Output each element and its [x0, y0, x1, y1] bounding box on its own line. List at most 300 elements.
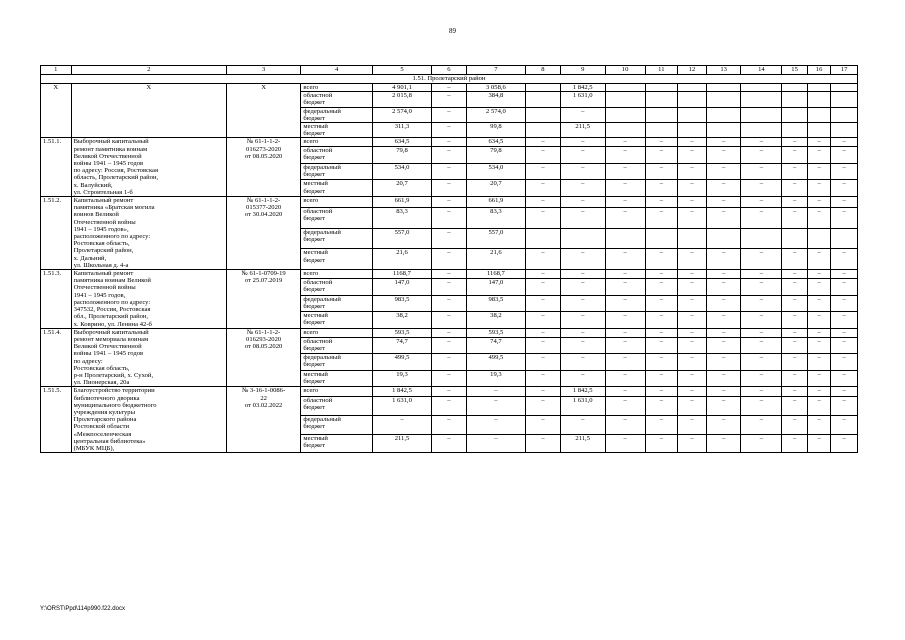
table-cell: № 61-1-1-2- 016293-2020 от 08.05.2020 — [226, 328, 301, 387]
table-cell: – — [526, 249, 561, 270]
table-cell: 83,3 — [466, 208, 525, 229]
table-cell: – — [645, 249, 678, 270]
table-cell: – — [706, 328, 741, 337]
table-cell — [741, 123, 782, 138]
table-cell: – — [605, 180, 645, 197]
table-cell: 661,9 — [372, 197, 431, 208]
table-cell: 983,5 — [466, 295, 525, 312]
table-cell: – — [782, 270, 808, 279]
table-cell: – — [432, 107, 467, 122]
table-cell: – — [605, 147, 645, 164]
table-cell: – — [706, 197, 741, 208]
table-cell: – — [831, 249, 858, 270]
table-cell: – — [678, 354, 707, 371]
table-cell — [678, 84, 707, 92]
table-cell: – — [706, 434, 741, 453]
table-cell: – — [741, 337, 782, 354]
table-cell: – — [432, 197, 467, 208]
table-cell: – — [678, 249, 707, 270]
table-cell: № 61-1-1-2- 015377-2020 от 30.04.2020 — [226, 197, 301, 270]
table-cell: – — [831, 387, 858, 397]
table-cell: – — [678, 387, 707, 397]
table-cell: – — [466, 415, 525, 434]
table-cell: – — [831, 397, 858, 416]
table-cell: – — [432, 397, 467, 416]
table-cell: – — [831, 337, 858, 354]
table-cell — [678, 228, 707, 249]
table-cell: – — [807, 163, 830, 180]
table-cell: – — [706, 415, 741, 434]
table-cell: – — [432, 138, 467, 147]
table-cell: – — [645, 295, 678, 312]
table-cell: 6 — [432, 66, 467, 75]
table-cell: 19,3 — [466, 370, 525, 387]
table-cell: – — [807, 337, 830, 354]
table-cell: – — [526, 415, 561, 434]
table-cell: 593,5 — [466, 328, 525, 337]
table-cell: всего — [301, 387, 372, 397]
table-cell: – — [706, 180, 741, 197]
table-cell: – — [831, 354, 858, 371]
table-cell: – — [372, 415, 431, 434]
table-cell: – — [645, 278, 678, 295]
table-cell: – — [432, 415, 467, 434]
table-cell: – — [807, 208, 830, 229]
table-cell: – — [706, 249, 741, 270]
table-cell: – — [432, 208, 467, 229]
table-cell: – — [645, 354, 678, 371]
table-cell: – — [645, 312, 678, 329]
table-cell: – — [678, 312, 707, 329]
table-cell: – — [605, 387, 645, 397]
table-cell — [605, 84, 645, 92]
table-cell — [706, 84, 741, 92]
table-cell: – — [831, 295, 858, 312]
table-cell: – — [605, 354, 645, 371]
table-cell: – — [645, 138, 678, 147]
table-cell: – — [560, 328, 605, 337]
table-cell — [706, 123, 741, 138]
table-cell: – — [526, 147, 561, 164]
table-cell: Х — [71, 84, 226, 138]
table-cell: 499,5 — [466, 354, 525, 371]
table-cell: – — [432, 147, 467, 164]
table-cell: – — [678, 434, 707, 453]
table-cell: – — [741, 370, 782, 387]
table-cell: – — [432, 370, 467, 387]
table-cell: – — [831, 208, 858, 229]
table-cell: – — [560, 138, 605, 147]
table-cell: 13 — [706, 66, 741, 75]
table-cell: 557,0 — [466, 228, 525, 249]
table-cell — [807, 228, 830, 249]
table-cell: – — [526, 354, 561, 371]
table-cell: – — [645, 434, 678, 453]
table-cell: 983,5 — [372, 295, 431, 312]
table-cell: № 61-1-0709-19 от 25.07.2019 — [226, 270, 301, 329]
table-cell — [782, 123, 808, 138]
table-cell: – — [807, 147, 830, 164]
table-cell: 1.51.2. — [41, 197, 72, 270]
table-row — [41, 270, 858, 279]
table-cell: – — [432, 163, 467, 180]
table-cell — [741, 92, 782, 107]
table-cell: – — [526, 370, 561, 387]
table-cell: – — [560, 270, 605, 279]
table-cell — [678, 107, 707, 122]
table-cell: – — [706, 208, 741, 229]
table-cell — [741, 84, 782, 92]
table-cell: 17 — [831, 66, 858, 75]
table-cell: – — [560, 415, 605, 434]
table-cell: 79,8 — [372, 147, 431, 164]
page-number: 89 — [449, 27, 456, 35]
table-cell: всего — [301, 138, 372, 147]
table-cell: – — [560, 295, 605, 312]
table-cell: – — [605, 328, 645, 337]
table-cell: федеральный бюджет — [301, 163, 372, 180]
table-cell: областной бюджет — [301, 92, 372, 107]
table-cell: 20,7 — [372, 180, 431, 197]
table-cell: 1 631,0 — [560, 397, 605, 416]
table-cell — [645, 123, 678, 138]
table-cell: – — [605, 163, 645, 180]
table-cell: Капитальный ремонт памятника «Братская могила воинов Великой Отечественной войны 1941 – 1945 годов», расположенного по адресу: Ростовская область, Пролетарский район, х. Дальний, ул. Школьная д. 4-а — [71, 197, 226, 270]
table-cell: – — [678, 138, 707, 147]
table-row — [41, 84, 858, 92]
table-cell: 1.51.3. — [41, 270, 72, 329]
table-cell: – — [645, 387, 678, 397]
table-cell: местный бюджет — [301, 312, 372, 329]
table-cell: – — [831, 328, 858, 337]
table-cell: Капитальный ремонт памятника воинам Великой Отечественной войны 1941 – 1945 годов, расположенного по адресу: 347532, Россия, Ростовская обл., Пролетарский район, х. Коврино, ул. Ленина 42-б — [71, 270, 226, 329]
table-cell: – — [678, 415, 707, 434]
table-cell: – — [706, 278, 741, 295]
table-cell: – — [560, 163, 605, 180]
table-cell: – — [807, 295, 830, 312]
table-cell: 11 — [645, 66, 678, 75]
table-cell: – — [741, 397, 782, 416]
table-cell: – — [782, 147, 808, 164]
table-cell: – — [678, 197, 707, 208]
table-cell: 1 842,5 — [372, 387, 431, 397]
table-cell: – — [645, 163, 678, 180]
table-cell: – — [560, 312, 605, 329]
table-cell: всего — [301, 197, 372, 208]
table-cell: – — [782, 278, 808, 295]
table-cell: – — [645, 337, 678, 354]
table-cell — [645, 84, 678, 92]
table-cell — [678, 92, 707, 107]
table-cell: – — [678, 370, 707, 387]
column-header-row — [41, 66, 858, 75]
table-cell: – — [782, 197, 808, 208]
table-cell: – — [782, 163, 808, 180]
table-cell: – — [831, 147, 858, 164]
table-cell: – — [782, 415, 808, 434]
table-cell: – — [526, 434, 561, 453]
table-row — [41, 138, 858, 147]
table-cell: областной бюджет — [301, 208, 372, 229]
table-cell: – — [526, 197, 561, 208]
table-cell: – — [782, 397, 808, 416]
table-cell: – — [560, 197, 605, 208]
table-cell — [526, 228, 561, 249]
table-cell: – — [605, 208, 645, 229]
table-cell: – — [432, 92, 467, 107]
table-cell: – — [807, 370, 830, 387]
table-cell: – — [741, 387, 782, 397]
table-cell — [706, 228, 741, 249]
table-cell: – — [831, 415, 858, 434]
table-cell: 211,5 — [560, 123, 605, 138]
table-cell: Х — [226, 84, 301, 138]
table-cell: – — [706, 163, 741, 180]
table-cell: Благоустройство территории библиотечного дворика муниципального бюджетного учреждения культуры Пролетарского района Ростовской области «Межпоселенческая центральная библиотека» (МБУК МЦБ), — [71, 387, 226, 453]
table-cell: – — [560, 208, 605, 229]
table-cell: – — [741, 328, 782, 337]
table-cell: всего — [301, 328, 372, 337]
table-cell — [645, 228, 678, 249]
table-cell: – — [831, 434, 858, 453]
table-cell: – — [560, 337, 605, 354]
table-cell: 1.51. Пролетарский район — [41, 75, 858, 84]
table-cell: – — [782, 434, 808, 453]
table-cell: областной бюджет — [301, 147, 372, 164]
table-cell: – — [645, 415, 678, 434]
table-cell: областной бюджет — [301, 278, 372, 295]
table-cell: 38,2 — [372, 312, 431, 329]
table-cell: – — [831, 180, 858, 197]
table-cell: 2 574,0 — [466, 107, 525, 122]
table-cell: 21,6 — [466, 249, 525, 270]
table-cell: – — [807, 197, 830, 208]
table-cell: – — [605, 397, 645, 416]
table-cell: – — [605, 295, 645, 312]
table-cell: – — [645, 208, 678, 229]
table-cell: 2 574,0 — [372, 107, 431, 122]
table-cell: 1 842,5 — [560, 84, 605, 92]
table-cell: – — [605, 197, 645, 208]
table-cell: 9 — [560, 66, 605, 75]
table-row — [41, 328, 858, 337]
table-cell: – — [645, 328, 678, 337]
table-cell: – — [605, 312, 645, 329]
table-cell: – — [831, 197, 858, 208]
table-cell: – — [706, 147, 741, 164]
table-cell: 211,5 — [372, 434, 431, 453]
table-cell: 211,5 — [560, 434, 605, 453]
table-cell: – — [782, 295, 808, 312]
table-cell: местный бюджет — [301, 434, 372, 453]
table-cell: – — [741, 354, 782, 371]
table-cell: 16 — [807, 66, 830, 75]
table-cell: – — [807, 180, 830, 197]
table-cell: – — [605, 370, 645, 387]
table-cell: 20,7 — [466, 180, 525, 197]
table-cell: 10 — [605, 66, 645, 75]
table-cell: местный бюджет — [301, 180, 372, 197]
table-cell: 2 015,8 — [372, 92, 431, 107]
table-cell: – — [831, 138, 858, 147]
table-cell: – — [807, 387, 830, 397]
table-cell: – — [526, 163, 561, 180]
table-cell: – — [466, 397, 525, 416]
table-cell: – — [560, 107, 605, 122]
table-cell: – — [831, 270, 858, 279]
table-cell: – — [526, 295, 561, 312]
table-cell: всего — [301, 84, 372, 92]
table-cell: – — [807, 415, 830, 434]
table-cell: – — [560, 354, 605, 371]
table-cell: – — [645, 180, 678, 197]
table-cell: – — [605, 434, 645, 453]
table-cell: 15 — [782, 66, 808, 75]
table-cell: 4 901,1 — [372, 84, 431, 92]
table-cell: – — [678, 295, 707, 312]
table-cell: – — [432, 249, 467, 270]
table-cell: – — [706, 397, 741, 416]
table-cell: 19,3 — [372, 370, 431, 387]
table-cell: федеральный бюджет — [301, 295, 372, 312]
table-cell: 147,0 — [466, 278, 525, 295]
table-cell: 14 — [741, 66, 782, 75]
table-cell: 99,8 — [466, 123, 525, 138]
table-cell: 384,8 — [466, 92, 525, 107]
table-cell: – — [560, 370, 605, 387]
table-cell: – — [741, 312, 782, 329]
table-cell: 4 — [301, 66, 372, 75]
table-cell: 5 — [372, 66, 431, 75]
table-cell: – — [432, 180, 467, 197]
table-cell: местный бюджет — [301, 123, 372, 138]
table-cell: 3 — [226, 66, 301, 75]
table-cell: – — [782, 370, 808, 387]
table-cell — [605, 228, 645, 249]
table-cell: всего — [301, 270, 372, 279]
table-cell: – — [432, 228, 467, 249]
table-cell: – — [605, 249, 645, 270]
table-cell: – — [560, 278, 605, 295]
table-cell: – — [432, 434, 467, 453]
table-cell: 499,5 — [372, 354, 431, 371]
table-cell: – — [678, 397, 707, 416]
table-cell — [526, 107, 561, 122]
table-cell — [706, 92, 741, 107]
table-cell — [605, 123, 645, 138]
table-cell: местный бюджет — [301, 249, 372, 270]
table-cell: – — [678, 337, 707, 354]
table-cell — [605, 92, 645, 107]
table-cell: 1 631,0 — [372, 397, 431, 416]
table-cell: 21,6 — [372, 249, 431, 270]
table-cell: федеральный бюджет — [301, 228, 372, 249]
table-cell: – — [782, 354, 808, 371]
table-cell: – — [526, 270, 561, 279]
table-cell — [645, 107, 678, 122]
table-cell: – — [526, 328, 561, 337]
table-cell: – — [678, 163, 707, 180]
table-cell: – — [432, 295, 467, 312]
budget-table — [40, 65, 858, 453]
table-cell: – — [645, 197, 678, 208]
table-cell: – — [605, 337, 645, 354]
table-cell: – — [645, 370, 678, 387]
table-cell: – — [782, 312, 808, 329]
table-cell: – — [678, 208, 707, 229]
table-cell: 79,8 — [466, 147, 525, 164]
table-cell: – — [741, 208, 782, 229]
table-cell — [526, 92, 561, 107]
table-cell: – — [706, 270, 741, 279]
table-cell: 1.51.5. — [41, 387, 72, 453]
table-cell — [741, 228, 782, 249]
table-cell: – — [807, 328, 830, 337]
table-cell: – — [432, 278, 467, 295]
table-cell: – — [526, 397, 561, 416]
table-cell: федеральный бюджет — [301, 107, 372, 122]
table-cell: № 61-1-1-2- 016273-2020 от 08.05.2020 — [226, 138, 301, 197]
table-cell: – — [678, 328, 707, 337]
table-cell: 311,3 — [372, 123, 431, 138]
table-cell: 2 — [71, 66, 226, 75]
table-cell — [782, 92, 808, 107]
table-cell: – — [605, 415, 645, 434]
table-cell — [526, 123, 561, 138]
table-cell: – — [807, 354, 830, 371]
table-cell: 534,0 — [466, 163, 525, 180]
table-cell: 1.51.4. — [41, 328, 72, 387]
table-cell: – — [432, 387, 467, 397]
table-cell — [706, 107, 741, 122]
table-cell: 3 058,6 — [466, 84, 525, 92]
table-cell: 661,9 — [466, 197, 525, 208]
table-cell: – — [706, 387, 741, 397]
table-cell: – — [560, 180, 605, 197]
table-cell: – — [678, 270, 707, 279]
table-cell: – — [466, 387, 525, 397]
table-cell: местный бюджет — [301, 370, 372, 387]
table-cell: 38,2 — [466, 312, 525, 329]
table-cell — [831, 84, 858, 92]
table-cell: 147,0 — [372, 278, 431, 295]
table-cell: – — [526, 312, 561, 329]
table-cell: федеральный бюджет — [301, 415, 372, 434]
table-cell — [782, 84, 808, 92]
table-cell: – — [678, 278, 707, 295]
table-cell — [807, 123, 830, 138]
table-cell: – — [432, 270, 467, 279]
table-cell: – — [782, 337, 808, 354]
table-cell — [526, 84, 561, 92]
table-cell: – — [741, 138, 782, 147]
table-cell: – — [605, 278, 645, 295]
table-cell: – — [432, 328, 467, 337]
table-cell: – — [741, 180, 782, 197]
table-cell: – — [782, 328, 808, 337]
table-cell: – — [807, 434, 830, 453]
table-cell: 83,3 — [372, 208, 431, 229]
table-cell — [807, 84, 830, 92]
table-cell: – — [526, 387, 561, 397]
table-cell: – — [831, 370, 858, 387]
table-cell: – — [807, 249, 830, 270]
table-cell — [831, 107, 858, 122]
table-cell: – — [741, 295, 782, 312]
table-cell: – — [782, 138, 808, 147]
table-cell: 74,7 — [372, 337, 431, 354]
table-cell: – — [432, 354, 467, 371]
